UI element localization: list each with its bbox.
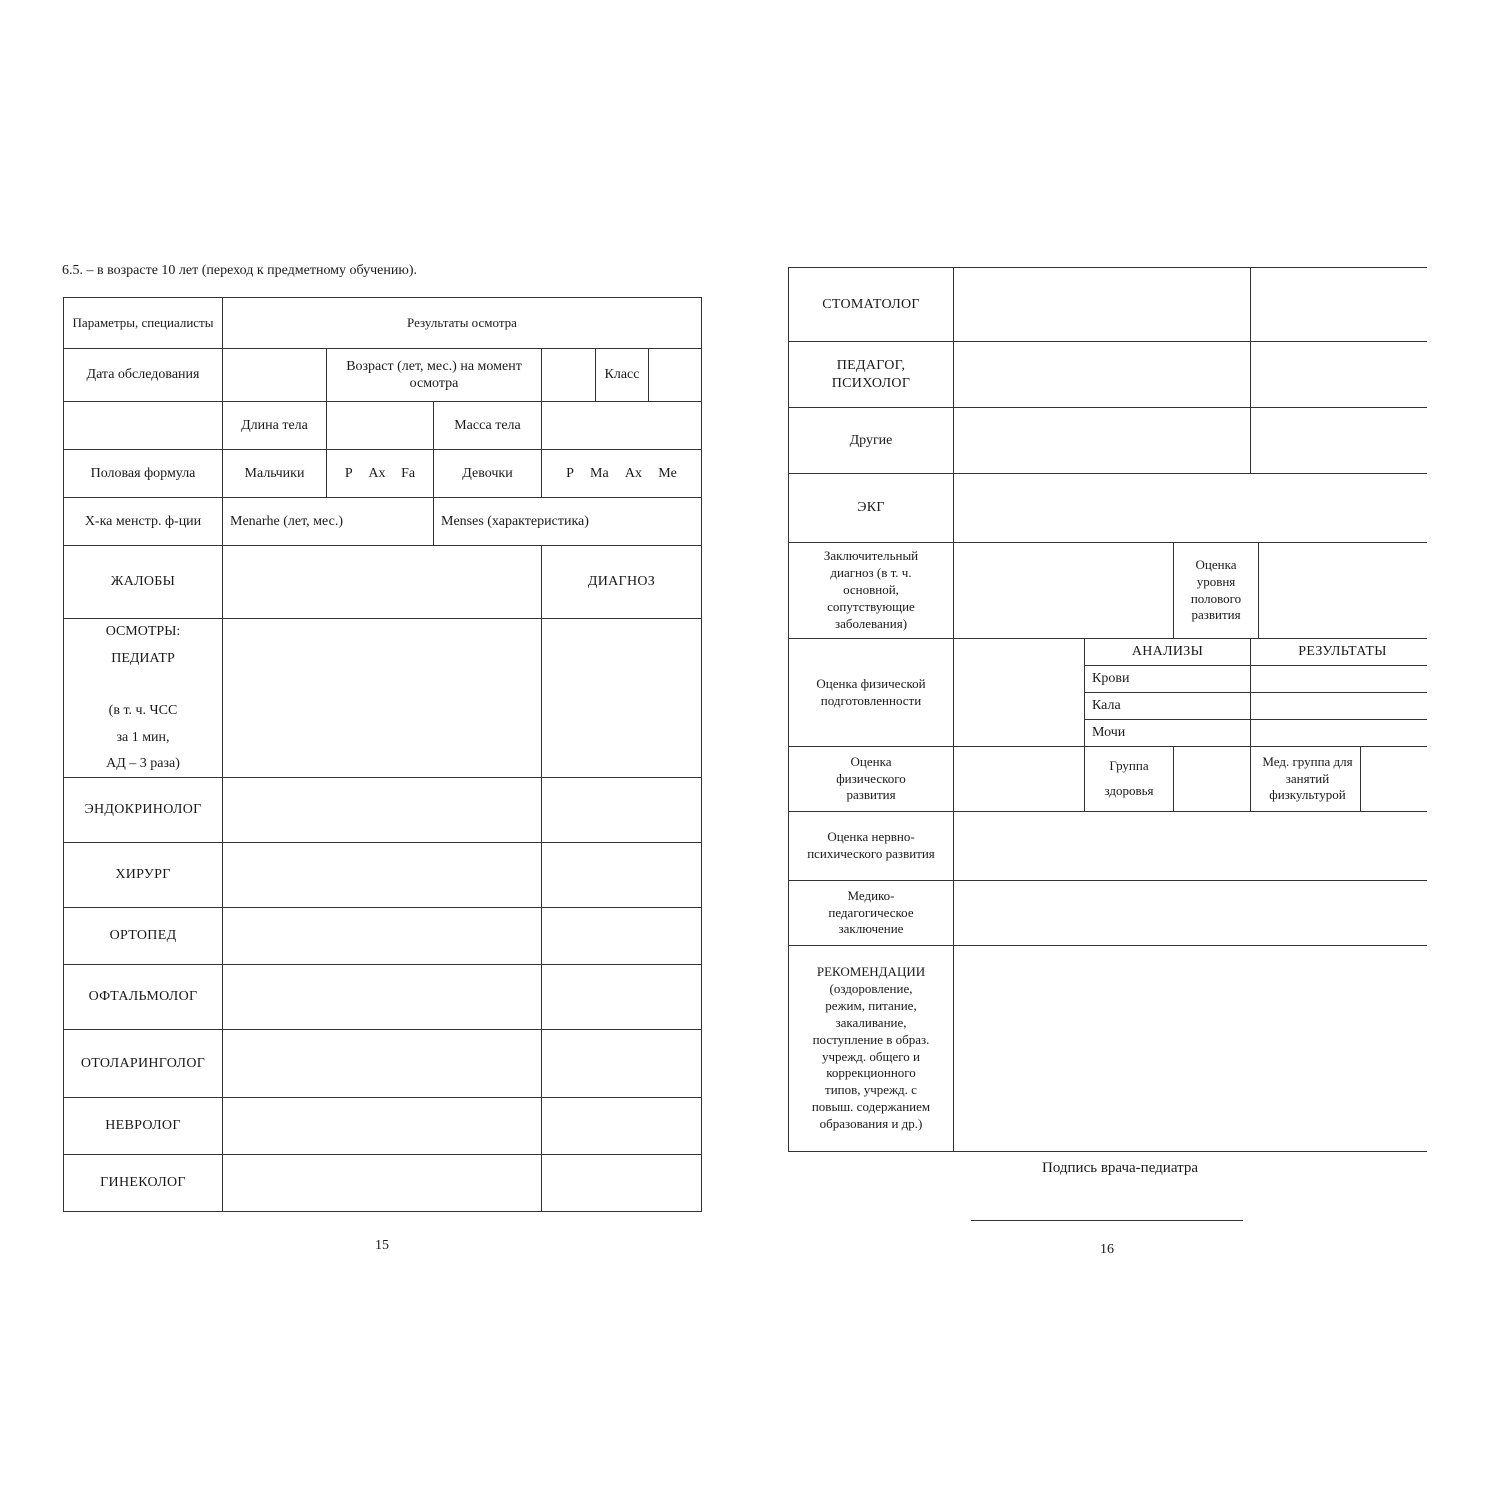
final-diagnosis-field: [954, 543, 1174, 639]
page-number: 15: [375, 1238, 389, 1253]
specialist-teacher-psychologist: ПЕДАГОГ, ПСИХОЛОГ: [789, 342, 954, 408]
specialist-diagnosis: [542, 1155, 702, 1212]
sex-formula-label: Половая формула: [64, 450, 223, 498]
pediatrician-label: [64, 619, 223, 778]
class-label: Класс: [596, 349, 649, 402]
physical-development-label: Оценка физического развития: [789, 747, 954, 812]
pediatrician-result: [223, 619, 542, 778]
analysis-result: [1251, 666, 1427, 693]
analysis-stool: Кала: [1085, 693, 1251, 720]
recommendations-field: [954, 946, 1427, 1152]
medped-conclusion-label: Медико-педагогическое заключение: [789, 881, 954, 946]
specialist-result: [954, 408, 1251, 474]
med-group-label: Мед. группа для занятий физкультурой: [1251, 747, 1361, 812]
specialist-surgeon: ХИРУРГ: [64, 843, 223, 908]
exams-title: ОСМОТРЫ:: [105, 624, 181, 639]
specialist-result: [954, 342, 1251, 408]
fitness-label: Оценка физической подготовленности: [789, 639, 954, 747]
exams-note-3: АД – 3 раза): [106, 756, 180, 771]
analysis-result: [1251, 720, 1427, 747]
age-label: Возраст (лет, мес.) на момент осмотра: [327, 349, 542, 402]
conclusion-table: [788, 267, 1427, 1152]
examination-table: [63, 297, 702, 1212]
med-group-field: [1361, 747, 1427, 812]
signature-line[interactable]: [971, 1220, 1243, 1221]
fitness-field: [954, 639, 1085, 747]
pediatrician-title: ПЕДИАТР: [111, 650, 175, 666]
specialist-diagnosis: [1251, 342, 1427, 408]
mark-ax: Ax: [624, 465, 643, 481]
specialist-result: [223, 1030, 542, 1098]
specialist-gynecologist: ГИНЕКОЛОГ: [64, 1155, 223, 1212]
body-length-label: Длина тела: [223, 402, 327, 450]
mark-me: Me: [658, 465, 677, 481]
boys-label: Мальчики: [223, 450, 327, 498]
analysis-result: [1251, 693, 1427, 720]
specialist-diagnosis: [542, 778, 702, 843]
mark-ma: Ma: [590, 465, 609, 481]
analysis-blood: Крови: [1085, 666, 1251, 693]
specialist-result: [223, 1098, 542, 1155]
mark-p: P: [566, 465, 574, 481]
health-group-label: Группа здоровья: [1085, 747, 1174, 812]
body-row-label: [64, 402, 223, 450]
exam-date-label: Дата обследования: [64, 349, 223, 402]
complaints-field: [223, 546, 542, 619]
exams-note-2: за 1 мин,: [116, 729, 170, 745]
specialist-dentist: СТОМАТОЛОГ: [789, 268, 954, 342]
class-field: [649, 349, 702, 402]
age-field: [542, 349, 596, 402]
header-params: Параметры, специалисты: [64, 298, 223, 349]
ekg-field: [954, 474, 1427, 543]
specialist-neurologist: НЕВРОЛОГ: [64, 1098, 223, 1155]
exam-date-field: [223, 349, 327, 402]
specialist-others: Другие: [789, 408, 954, 474]
page-16: [750, 0, 1500, 1500]
menses-label: Menses (характеристика): [434, 498, 702, 546]
boys-marks: [327, 450, 434, 498]
physical-development-field: [954, 747, 1085, 812]
specialist-diagnosis: [542, 1030, 702, 1098]
mark-fa: Fa: [401, 465, 416, 481]
specialist-diagnosis: [542, 908, 702, 965]
medped-conclusion-field: [954, 881, 1427, 946]
sexual-development-field: [1259, 543, 1427, 639]
analysis-urine: Мочи: [1085, 720, 1251, 747]
signature-label: Подпись врача-педиатра: [1042, 1160, 1198, 1176]
recommendations-label: РЕКОМЕНДАЦИИ (оздоровление, режим, питание, закаливание, поступление в образ. учрежд. общего и коррекционного типов, учрежд. с повыш. содержанием образования и др.): [789, 946, 954, 1152]
specialist-diagnosis: [542, 843, 702, 908]
ekg-label: ЭКГ: [789, 474, 954, 543]
specialist-diagnosis: [1251, 408, 1427, 474]
mark-ax: Ax: [368, 465, 386, 481]
sexual-development-label: Оценка уровня полового развития: [1174, 543, 1259, 639]
specialist-result: [954, 268, 1251, 342]
neuro-development-label: Оценка нервно-психического развития: [789, 812, 954, 881]
specialist-diagnosis: [542, 965, 702, 1030]
header-results: Результаты осмотра: [223, 298, 702, 349]
mark-p: P: [344, 465, 353, 481]
specialist-otolaryngologist: ОТОЛАРИНГОЛОГ: [64, 1030, 223, 1098]
specialist-orthopedist: ОРТОПЕД: [64, 908, 223, 965]
diagnosis-label: ДИАГНОЗ: [542, 546, 702, 619]
body-length-field: [327, 402, 434, 450]
specialist-result: [223, 778, 542, 843]
pediatrician-diagnosis: [542, 619, 702, 778]
menarhe-label: Menarhe (лет, мес.): [223, 498, 434, 546]
section-heading: 6.5. – в возрасте 10 лет (переход к предметному обучению).: [62, 263, 417, 278]
specialist-result: [223, 1155, 542, 1212]
health-group-field: [1174, 747, 1251, 812]
body-mass-field: [542, 402, 702, 450]
neuro-development-field: [954, 812, 1427, 881]
specialist-endocrinologist: ЭНДОКРИНОЛОГ: [64, 778, 223, 843]
body-mass-label: Масса тела: [434, 402, 542, 450]
specialist-diagnosis: [542, 1098, 702, 1155]
analyses-header: АНАЛИЗЫ: [1085, 639, 1251, 666]
specialist-diagnosis: [1251, 268, 1427, 342]
final-diagnosis-label: Заключительный диагноз (в т. ч. основной, сопутствующие заболевания): [789, 543, 954, 639]
specialist-result: [223, 908, 542, 965]
girls-marks: [542, 450, 702, 498]
girls-label: Девочки: [434, 450, 542, 498]
exams-note-1: (в т. ч. ЧСС: [108, 703, 178, 718]
page-number: 16: [1100, 1242, 1114, 1257]
complaints-label: ЖАЛОБЫ: [64, 546, 223, 619]
specialist-ophthalmologist: ОФТАЛЬМОЛОГ: [64, 965, 223, 1030]
menstrual-label: Х-ка менстр. ф-ции: [64, 498, 223, 546]
results-header: РЕЗУЛЬТАТЫ: [1251, 639, 1427, 666]
specialist-result: [223, 843, 542, 908]
specialist-result: [223, 965, 542, 1030]
